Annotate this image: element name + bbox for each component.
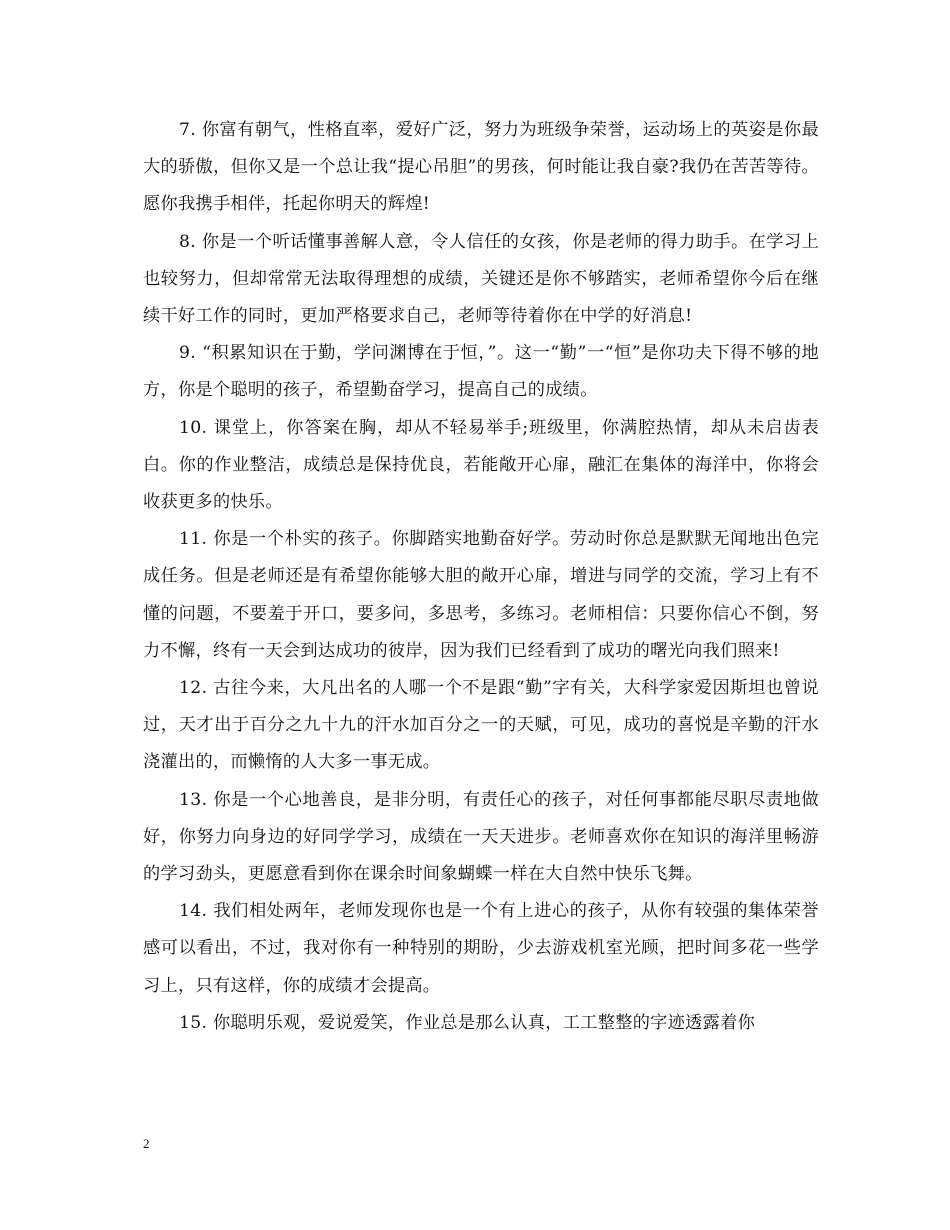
page-number: 2 — [143, 1136, 150, 1151]
paragraph-13: 13. 你是一个心地善良，是非分明，有责任心的孩子，对任何事都能尽职尽责地做好，你努力向身边的好同学学习，成绩在一天天进步。老师喜欢你在知识的海洋里畅游的学习劲头，更愿意看到你在课余时间象蝴蝶一样在大自然中快乐飞舞。 — [143, 789, 819, 885]
paragraph-11: 11. 你是一个朴实的孩子。你脚踏实地勤奋好学。劳动时你总是默默无闻地出色完成任务。但是老师还是有希望你能够大胆的敞开心扉，增进与同学的交流，学习上有不懂的问题，不要羞于开口，要多问，多思考，多练习。老师相信：只要你信心不倒，努力不懈，终有一天会到达成功的彼岸，因为我们已经看到了成功的曙光向我们照来! — [143, 529, 819, 661]
paragraph-15: 15. 你聪明乐观，爱说爱笑，作业总是那么认真，工工整整的字迹透露着你 — [179, 1012, 756, 1033]
paragraph-7: 7. 你富有朝气，性格直率，爱好广泛，努力为班级争荣誉，运动场上的英姿是你最大的骄傲，但你又是一个总让我“提心吊胆”的男孩，何时能让我自豪?我仍在苦苦等待。愿你我携手相伴，托起你明天的辉煌! — [143, 120, 819, 215]
paragraph-12: 12. 古往今来，大凡出名的人哪一个不是跟“勤”字有关，大科学家爱因斯坦也曾说过，天才出于百分之九十九的汗水加百分之一的天赋，可见，成功的喜悦是辛勤的汗水浇灌出的，而懒惰的人大多一事无成。 — [143, 678, 819, 773]
document-body — [143, 112, 819, 1042]
paragraph-10: 10. 课堂上，你答案在胸，却从不轻易举手;班级里，你满腔热情，却从未启齿表白。你的作业整洁，成绩总是保持优良，若能敞开心扉，融汇在集体的海洋中，你将会收获更多的快乐。 — [143, 417, 819, 513]
paragraph-9: 9. “积累知识在于勤，学问渊博在于恒，”。这一“勤”一“恒”是你功夫下得不够的地方，你是个聪明的孩子，希望勤奋学习，提高自己的成绩。 — [143, 343, 819, 401]
paragraph-14: 14. 我们相处两年，老师发现你也是一个有上进心的孩子，从你有较强的集体荣誉感可以看出，不过，我对你有一种特别的期盼，少去游戏机室光顾，把时间多花一些学习上，只有这样，你的成绩才会提高。 — [143, 901, 819, 996]
paragraph-8: 8. 你是一个听话懂事善解人意，令人信任的女孩，你是老师的得力助手。在学习上也较努力，但却常常无法取得理想的成绩，关键还是你不够踏实，老师希望你今后在继续干好工作的同时，更加严格要求自己，老师等待着你在中学的好消息! — [143, 231, 819, 327]
